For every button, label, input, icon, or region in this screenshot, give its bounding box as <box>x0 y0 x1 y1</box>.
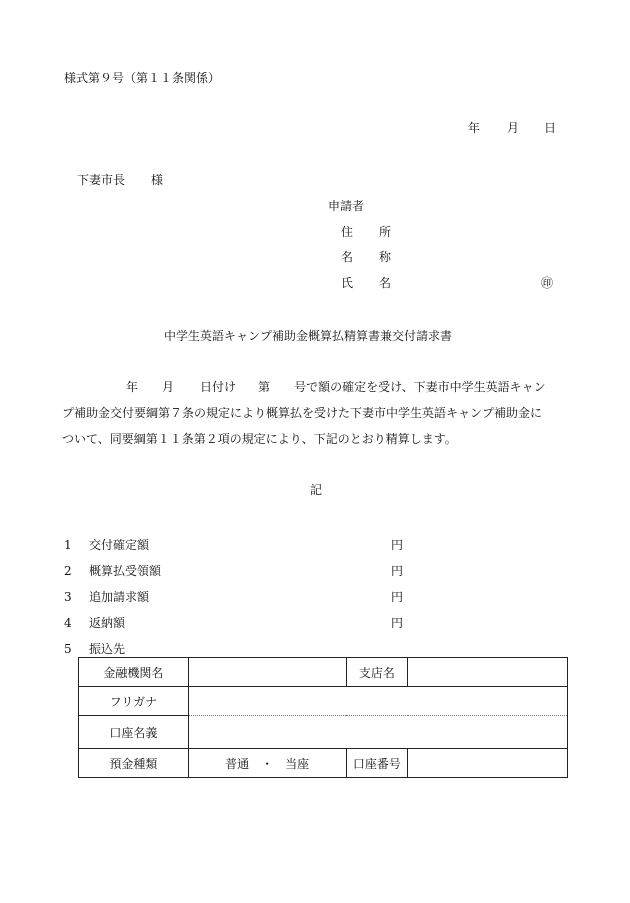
ki-mark: 記 <box>310 483 323 497</box>
company-label-2: 称 <box>379 250 392 264</box>
furigana-label: フリガナ <box>79 687 189 716</box>
item-3-label: 追加請求額 <box>89 590 150 604</box>
deposit-type-options[interactable]: 普通 ・ 当座 <box>188 749 346 778</box>
seal-mark: ㊞ <box>541 276 554 290</box>
date-year: 年 <box>468 121 481 135</box>
item-5-label: 振込先 <box>89 642 126 656</box>
body-rest: 号で額の確定を受け、下妻市中学生英語キャン <box>294 380 546 394</box>
branch-field[interactable] <box>408 658 568 687</box>
account-name-field[interactable] <box>188 716 567 749</box>
item-2-unit: 円 <box>391 564 404 578</box>
address-label-1: 住 <box>341 225 354 239</box>
item-1-no: 1 <box>64 538 72 552</box>
applicant-label: 申請者 <box>328 199 365 213</box>
item-2 <box>64 562 161 579</box>
document-title: 中学生英語キャンプ補助金概算払精算書兼交付請求書 <box>164 329 453 343</box>
body-no: 第 <box>258 380 271 394</box>
bank-transfer-table <box>78 657 568 778</box>
address-label-2: 所 <box>379 225 392 239</box>
deposit-type-label: 預金種類 <box>79 749 189 778</box>
item-1-unit: 円 <box>391 538 404 552</box>
item-3-unit: 円 <box>391 590 404 604</box>
item-4-unit: 円 <box>391 616 404 630</box>
body-line-3: ついて、同要綱第１１条第２項の規定により、下記のとおり精算します。 <box>62 432 457 446</box>
furigana-field[interactable] <box>188 687 567 716</box>
body-line-2: プ補助金交付要綱第７条の規定により概算払を受けた下妻市中学生英語キャンプ補助金に <box>62 406 543 420</box>
item-5-no: 5 <box>64 642 72 656</box>
account-name-label: 口座名義 <box>79 716 189 749</box>
form-number: 様式第９号（第１１条関係） <box>64 71 221 85</box>
date-month: 月 <box>507 121 520 135</box>
item-1-label: 交付確定額 <box>89 538 150 552</box>
item-4 <box>64 614 125 631</box>
item-1 <box>64 536 149 553</box>
item-5 <box>64 640 125 657</box>
company-label-1: 名 <box>341 250 354 264</box>
item-2-label: 概算払受領額 <box>89 564 162 578</box>
table-row <box>79 658 568 687</box>
body-year: 年 <box>126 380 139 394</box>
item-3-no: 3 <box>64 590 72 604</box>
table-row <box>79 749 568 778</box>
item-3 <box>64 588 149 605</box>
account-number-label: 口座番号 <box>346 749 408 778</box>
body-paragraph <box>62 374 574 452</box>
item-4-label: 返納額 <box>89 616 126 630</box>
addressee-honorific: 様 <box>151 173 164 187</box>
body-line-1 <box>62 374 574 400</box>
table-row <box>79 687 568 716</box>
institution-label: 金融機関名 <box>79 658 189 687</box>
account-number-field[interactable] <box>408 749 568 778</box>
branch-label: 支店名 <box>346 658 408 687</box>
body-dated: 日付け <box>200 380 237 394</box>
name-label-2: 名 <box>379 276 392 290</box>
name-label-1: 氏 <box>341 276 354 290</box>
addressee-name: 下妻市長 <box>77 173 126 187</box>
item-2-no: 2 <box>64 564 72 578</box>
date-day: 日 <box>544 121 557 135</box>
body-month: 月 <box>162 380 175 394</box>
institution-field[interactable] <box>188 658 346 687</box>
table-row <box>79 716 568 749</box>
item-4-no: 4 <box>64 616 72 630</box>
